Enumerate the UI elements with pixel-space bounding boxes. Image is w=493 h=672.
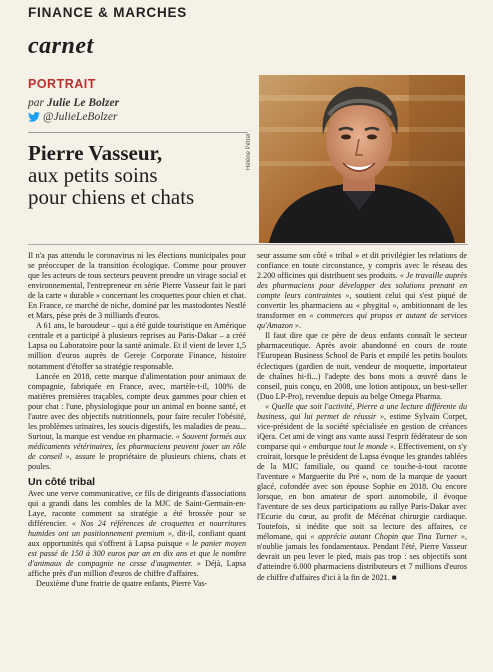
portrait-photo: [259, 75, 465, 243]
text-run: , dit-il, confiant quant aux opportunités qui s'offrent à Lapsa puisque: [28, 529, 246, 549]
quote: « apprécie autant Chopin que Tina Turner »: [310, 532, 465, 542]
paragraph: Deuxième d'une fratrie de quatre enfants, Pierre Vas-: [36, 579, 208, 589]
quote: « embarque tout le monde »: [302, 441, 394, 451]
twitter-handle[interactable]: @JulieLeBolzer: [43, 111, 118, 123]
text-run: .: [298, 321, 302, 331]
twitter-bird-icon: [28, 112, 40, 122]
article-column-1: [28, 251, 246, 590]
author-name: Julie Le Bolzer: [46, 97, 120, 109]
paragraph: [28, 489, 246, 579]
body-divider: [28, 244, 468, 245]
text-run: , soutient celui qui s'est piqué de convertir les pharmaciens au « phygital », ambitionnant de les transformer en: [257, 291, 467, 321]
quote: « commerces qui propos et autant de services qu'Amazon »: [257, 311, 467, 331]
article-column-2: [257, 251, 467, 583]
text-run: Lancée en 2018, cette marque d'alimentation pour animaux de compagnie, fabriquée en France, avec, martèle-t-il, 100% de matières premières traçables, compte deux gammes pour chien et pour chat : l'une, physiologique pour un animal en bonne santé, et l'autre avec des objectifs nutritionnels, pour faire reculer l'obésité, les problèmes urinaires, les soucis digestifs, les maladies de peau... Surtout, la marque est vendue en pharmacie.: [28, 371, 246, 441]
text-run: seur assume son côté « tribal » et dit privilégier les relations de confiance en toute circonstance, y compris avec le réseau des 2.200 officines qui distribuent ses produits.: [257, 251, 467, 281]
paragraph: [28, 372, 246, 472]
paragraph: Il faut dire que ce père de deux enfants connaît le secteur pharmaceutique. Après avoir abandonné en cours de route l'European Business School de Paris et empilé les petits boulots éclectiques (gardien de nuit, vendeur de moquette, importateur de chaînes hi-fi...) l'adepte des bons mots a œuvré dans le conseil, puis conçu, en 2008, une lotion antipoux, un best-seller (Duo LP-Pro), revendue depuis au belge Omega Pharma.: [257, 331, 467, 401]
byline: [28, 96, 119, 110]
subheading: Un côté tribal: [28, 476, 96, 489]
text-run: , estime Sylvain Corpet, vice-président de la société spécialisée en gestion de créances iQera. Cet ami de vingt ans vante aussi l'esprit fédérateur de son comparse qui: [257, 411, 467, 451]
text-run: Déjà, Lapsa affiche près d'un million d'euros de chiffre d'affaires.: [28, 559, 247, 579]
article-tag: PORTRAIT: [28, 77, 96, 91]
quote: « Quelle que soit l'activité, Pierre a une lecture différente du business, qui lui permet de réussir »: [257, 401, 467, 421]
headline: [28, 142, 253, 208]
text-run: , assure le propriétaire de plusieurs chiens, chats et poules.: [28, 451, 246, 471]
text-run: . Effectivement, on s'y croirait, lorsque le président de Lapsa évoque les grandes tablées de la MJC familiale, ou quand ce touche-à-tout raconte l'aventure « Marguerite du Pré », nom de la marque de yaourt glacé, cofondée avec son épouse Sophie en 2018. Ou encore lorsque, en bon amateur de sport automobile, il évoque l'aventure de ses deux participations au rallye Paris-Dakar avec l'Ecurie du cœur, au profit de Mécénat chirurgie cardiaque. Toutefois, si inédite que soit sa lecture des affaires, ce mélomane, qui: [257, 441, 467, 542]
portrait-illustration: [259, 75, 465, 243]
quote: « Souvent formés aux médicaments vétérinaires, les pharmaciens peuvent jouer un rôle de conseil »: [28, 431, 246, 461]
paragraph: Il n'a pas attendu le coronavirus ni les élections municipales pour se préoccuper de la transition écologique. Comme pour prouver que les acteurs de tous secteurs peuvent prendre un virage social et environnemental, l'entrepreneur en série Pierre Vasseur fait le pari de la carte « durable » concernant les croquettes pour chien et chat. En France, ce marché de niche, dominé par les mastodontes Nestlé et Mars, pèse près de 3 milliards d'euros.: [28, 251, 246, 321]
headline-line-3: pour chiens et chats: [28, 185, 195, 209]
text-run: Avec une verve communicative, ce fils de dirigeants d'associations qui a grandi dans les combles de la MJC de Saint-Germain-en-Laye, raconte comment sa stratégie a été brossée pour se différencier.: [28, 489, 246, 529]
paragraph: [257, 251, 467, 331]
photo-credit: Hélène Pétrel: [246, 133, 252, 170]
rubric-title: carnet: [28, 33, 94, 59]
headline-line-2: aux petits soins: [28, 163, 158, 187]
quote: « le panier moyen est passé de 150 à 300 euros par an en dix ans et que le nombre d'animaux de compagnie ne cesse d'augmenter. »: [28, 539, 247, 569]
text-run: , n'oublie jamais les fondamentaux. Pendant l'été, Pierre Vasseur devrait un peu lever le pied, mais pas trop : ses objectifs sont d'atteindre 6.000 pharmaciens distributeurs et 7 millions d'euros de chiffre d'affaires d'ici à la fin de 2021. ■: [257, 532, 468, 582]
section-header: FINANCE & MARCHES: [28, 5, 188, 20]
headline-line-1: Pierre Vasseur,: [28, 141, 163, 165]
header-divider: [28, 132, 248, 133]
quote: « Nos 24 références de croquettes et nourritures humides ont un positionnement premium »: [28, 519, 246, 539]
paragraph: A 61 ans, le baroudeur – qui a été guide touristique en Amérique centrale et a participé à plusieurs reprises au Paris-Dakar – a créé Lapsa ou Laboratoire pour la santé animale. Et il vient de lever 1,5 million d'euros auprès de Gereje Corporate Finance, histoire notamment d'étoffer sa stratégie responsable.: [28, 321, 246, 371]
paragraph: [257, 402, 467, 583]
quote: « Je travaille auprès des pharmaciens pour développer des solutions prenant en compte leurs contraintes »: [257, 271, 468, 301]
twitter-byline[interactable]: [28, 110, 117, 124]
byline-prefix: par: [28, 97, 44, 109]
